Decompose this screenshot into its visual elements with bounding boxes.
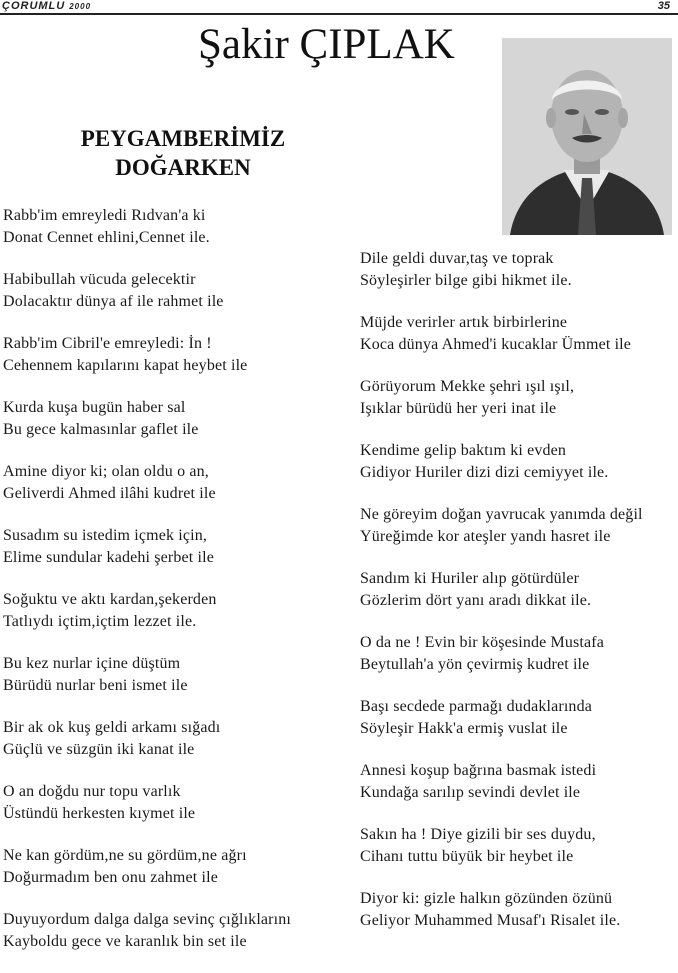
poem-line: Bu gece kalmasınlar gaflet ile — [3, 421, 199, 438]
poem-line: Bürüdü nurlar beni ismet ile — [3, 677, 188, 694]
stanza — [360, 824, 678, 868]
page-header — [0, 0, 678, 14]
poem-line: Ne kan gördüm,ne su gördüm,ne ağrı — [3, 847, 247, 864]
poem-line: Susadım su istedim içmek için, — [3, 527, 208, 544]
poem-line: Beytullah'a yön çevirmiş kudret ile — [360, 656, 590, 673]
poem-line: Cihanı tuttu büyük bir heybet ile — [360, 848, 574, 865]
poem-line: Sandım ki Huriler alıp götürdüler — [360, 570, 580, 587]
magazine-title: ÇORUMLU — [2, 0, 66, 12]
poem-line: Söyleşir Hakk'a ermiş vuslat ile — [360, 720, 568, 737]
poem-line: Rabb'im Cibril'e emreyledi: İn ! — [3, 335, 212, 352]
poem-line: Üstündü herkesten kıymet ile — [3, 805, 196, 822]
poem-left-column — [3, 205, 353, 973]
author-photo — [502, 38, 672, 235]
poem-line: Gözlerim dört yanı aradı dikkat ile. — [360, 592, 592, 609]
stanza — [3, 653, 353, 697]
stanza — [360, 504, 678, 548]
poem-line: Duyuyordum dalga dalga sevinç çığlıklarını — [3, 911, 292, 928]
poem-line: Kendime gelip baktım ki evden — [360, 442, 567, 459]
poem-title — [40, 124, 326, 182]
stanza — [360, 312, 678, 356]
stanza — [3, 461, 353, 505]
stanza — [3, 717, 353, 761]
stanza — [3, 781, 353, 825]
portrait-image — [502, 38, 672, 235]
poem-line: Cehennem kapılarını kapat heybet ile — [3, 357, 248, 374]
page-number: 35 — [657, 0, 670, 12]
poem-line: Sakın ha ! Diye gizili bir ses duydu, — [360, 826, 596, 843]
poem-line: Kundağa sarılıp sevindi devlet ile — [360, 784, 581, 801]
poem-line: Yüreğimde kor ateşler yandı hasret ile — [360, 528, 611, 545]
stanza — [3, 333, 353, 377]
stanza — [360, 888, 678, 932]
stanza — [3, 589, 353, 633]
header-rule — [0, 13, 678, 15]
poem-line: Bir ak ok kuş geldi arkamı sığadı — [3, 719, 221, 736]
poem-line: Koca dünya Ahmed'i kucaklar Ümmet ile — [360, 336, 632, 353]
poem-line: O an doğdu nur topu varlık — [3, 783, 181, 800]
poem-line: Rabb'im emreyledi Rıdvan'a ki — [3, 207, 206, 224]
poem-line: Donat Cennet ehlini,Cennet ile. — [3, 229, 210, 246]
stanza — [360, 248, 678, 292]
stanza — [3, 397, 353, 441]
poem-line: Kayboldu gece ve karanlık bin set ile — [3, 933, 247, 950]
stanza — [360, 696, 678, 740]
poem-line: Işıklar bürüdü her yeri inat ile — [360, 400, 557, 417]
stanza — [3, 845, 353, 889]
magazine-year: 2000 — [69, 2, 92, 11]
stanza — [360, 376, 678, 420]
poem-line: Annesi koşup bağrına basmak istedi — [360, 762, 597, 779]
poem-title-line: PEYGAMBERİMİZ — [80, 126, 286, 151]
poem-line: Dile geldi duvar,taş ve toprak — [360, 250, 554, 267]
poem-line: Elime sundular kadehi şerbet ile — [3, 549, 214, 566]
poem-line: Geliverdi Ahmed ilâhi kudret ile — [3, 485, 216, 502]
poem-line: Dolacaktır dünya af ile rahmet ile — [3, 293, 224, 310]
poem-line: Soğuktu ve aktı kardan,şekerden — [3, 591, 217, 608]
poem-right-column — [360, 248, 678, 952]
stanza — [360, 568, 678, 612]
stanza — [360, 632, 678, 676]
stanza — [3, 525, 353, 569]
poem-line: Müjde verirler artık birbirlerine — [360, 314, 568, 331]
author-name: Şakir ÇIPLAK — [198, 21, 455, 68]
poem-line: Diyor ki: gizle halkın gözünden özünü — [360, 890, 613, 907]
stanza — [3, 909, 353, 953]
stanza — [360, 440, 678, 484]
poem-line: Görüyorum Mekke şehri ışıl ışıl, — [360, 378, 575, 395]
poem-title-line: DOĞARKEN — [115, 155, 251, 180]
poem-line: O da ne ! Evin bir köşesinde Mustafa — [360, 634, 605, 651]
poem-line: Ne göreyim doğan yavrucak yanımda değil — [360, 506, 643, 523]
poem-line: Güçlü ve süzgün iki kanat ile — [3, 741, 195, 758]
stanza — [3, 205, 353, 249]
magazine-name — [2, 0, 91, 12]
poem-line: Tatlıydı içtim,içtim lezzet ile. — [3, 613, 197, 630]
poem-line: Amine diyor ki; olan oldu o an, — [3, 463, 209, 480]
stanza — [360, 760, 678, 804]
poem-line: Söyleşirler bilge gibi hikmet ile. — [360, 272, 572, 289]
poem-line: Habibullah vücuda gelecektir — [3, 271, 196, 288]
poem-line: Gidiyor Huriler dizi dizi cemiyyet ile. — [360, 464, 609, 481]
poem-line: Doğurmadım ben onu zahmet ile — [3, 869, 218, 886]
stanza — [3, 269, 353, 313]
poem-line: Başı secdede parmağı dudaklarında — [360, 698, 592, 715]
poem-line: Bu kez nurlar içine düştüm — [3, 655, 181, 672]
poem-line: Kurda kuşa bugün haber sal — [3, 399, 186, 416]
poem-line: Geliyor Muhammed Musaf'ı Risalet ile. — [360, 912, 621, 929]
